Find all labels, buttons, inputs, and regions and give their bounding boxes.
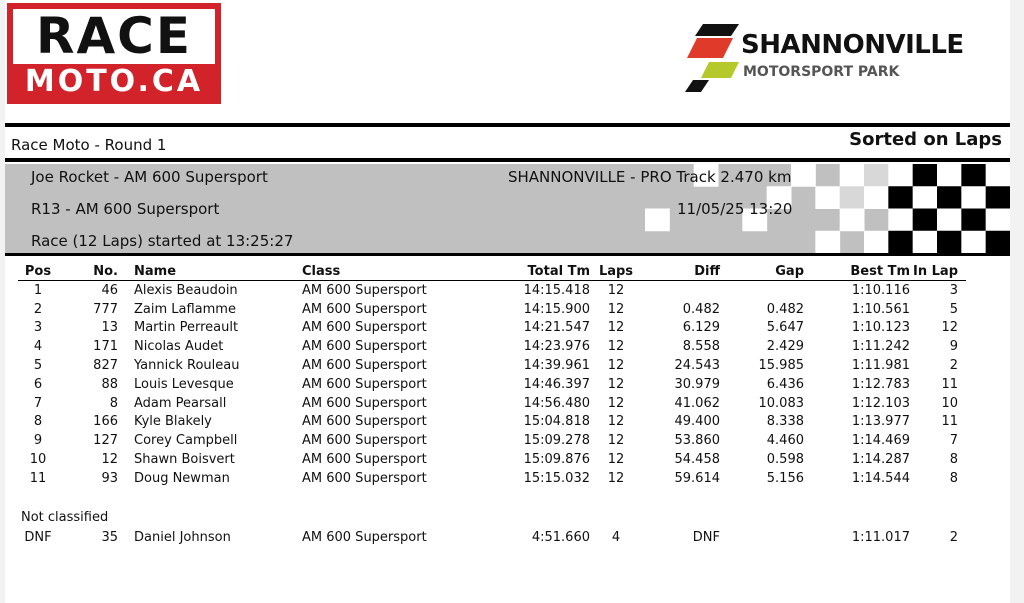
row-gap: 0.598 (766, 452, 804, 468)
row-diff (642, 281, 720, 300)
row-no: 46 (101, 282, 118, 298)
table-row (18, 469, 966, 488)
row-laps: 12 (607, 470, 625, 486)
row-class: AM 600 Supersport (302, 452, 427, 468)
row-no: 8 (109, 395, 118, 411)
table-row (18, 375, 966, 394)
row-pos: 3 (33, 320, 43, 336)
row-no: 777 (93, 301, 118, 317)
row-laps: 12 (607, 358, 625, 374)
table-row (18, 281, 966, 300)
mid-rule (5, 158, 1010, 162)
row-class: AM 600 Supersport (302, 470, 427, 486)
row-best: 1:10.123 (851, 320, 910, 336)
row-total: 15:04.818 (523, 414, 590, 430)
row-gap: 15.985 (758, 358, 804, 374)
row-class: AM 600 Supersport (302, 395, 427, 411)
row-total: 14:56.480 (523, 395, 590, 411)
row-gap (720, 281, 804, 300)
row-no: 35 (101, 529, 118, 545)
flag-square (986, 164, 1010, 187)
row-inlap: 8 (949, 452, 958, 468)
row-gap: 10.083 (758, 395, 804, 411)
flag-square (840, 164, 865, 187)
flag-square (937, 164, 962, 187)
class-name: R13 - AM 600 Supersport (31, 200, 220, 218)
flag-square (840, 209, 865, 232)
table-row (18, 319, 966, 338)
row-laps: 12 (607, 395, 625, 411)
event-title: Race Moto - Round 1 (11, 136, 167, 154)
racemoto-logo[interactable] (7, 3, 221, 104)
flag-square (864, 164, 889, 187)
flag-square (986, 186, 1010, 209)
row-best: 1:14.544 (851, 470, 910, 486)
results-page (5, 0, 1010, 603)
row-no: 12 (101, 452, 118, 468)
table-row (18, 528, 966, 546)
row-gap: 2.429 (766, 339, 804, 355)
sort-label: Sorted on Laps (849, 129, 1002, 150)
row-gap: 8.338 (766, 414, 804, 430)
flag-square (888, 209, 913, 232)
row-class: AM 600 Supersport (302, 358, 427, 374)
col-no[interactable]: No. (58, 262, 134, 281)
flag-square (840, 186, 865, 209)
row-pos: 6 (33, 376, 43, 392)
flag-square (961, 231, 986, 253)
row-diff: 59.614 (674, 470, 720, 486)
row-gap: 0.482 (766, 301, 804, 317)
table-row (18, 394, 966, 413)
row-class: AM 600 Supersport (302, 529, 427, 545)
row-inlap: 12 (941, 320, 958, 336)
row-gap: 5.156 (766, 470, 804, 486)
row-pos: 5 (33, 358, 43, 374)
row-inlap: 2 (949, 529, 958, 545)
not-classified-table (18, 528, 966, 546)
row-inlap: 8 (949, 470, 958, 486)
row-total: 14:15.418 (523, 282, 590, 298)
row-pos: 9 (33, 433, 43, 449)
bottom-rule (5, 253, 1010, 256)
row-total: 15:15.032 (523, 470, 590, 486)
row-inlap: 2 (949, 358, 958, 374)
row-diff: 54.458 (674, 452, 720, 468)
row-name: Adam Pearsall (134, 395, 227, 411)
session-info-band (5, 164, 1010, 253)
row-laps: 12 (607, 320, 625, 336)
flag-square (961, 209, 986, 232)
track-logo-tagline: MOTORSPORT PARK (743, 64, 900, 80)
flag-square (913, 164, 938, 187)
row-class: AM 600 Supersport (302, 320, 427, 336)
row-name: Corey Campbell (134, 433, 238, 449)
row-name: Kyle Blakely (134, 414, 212, 430)
row-no: 127 (93, 433, 118, 449)
row-diff: 24.543 (674, 358, 720, 374)
track-logo-name: SHANNONVILLE (741, 30, 964, 60)
row-name: Yannick Rouleau (134, 358, 240, 374)
col-class[interactable]: Class (302, 262, 470, 281)
row-best: 1:10.561 (851, 301, 910, 317)
row-pos: 1 (33, 282, 43, 298)
row-name: Louis Levesque (134, 376, 234, 392)
col-name[interactable]: Name (134, 262, 302, 281)
row-class: AM 600 Supersport (302, 301, 427, 317)
flag-square (815, 231, 840, 253)
row-diff: 0.482 (682, 301, 720, 317)
col-total[interactable]: Total Tm (470, 262, 590, 281)
row-no: 827 (93, 358, 118, 374)
row-best: 1:11.242 (851, 339, 910, 355)
flag-square (645, 209, 670, 232)
row-pos: 8 (33, 414, 43, 430)
row-diff: 6.129 (682, 320, 720, 336)
row-name: Zaim Laflamme (134, 301, 236, 317)
row-laps: 12 (607, 452, 625, 468)
row-no: 88 (101, 376, 118, 392)
row-class: AM 600 Supersport (302, 376, 427, 392)
flag-square (913, 209, 938, 232)
flag-square (961, 186, 986, 209)
row-name: Martin Perreault (134, 320, 239, 336)
row-total: 14:23.976 (523, 339, 590, 355)
table-row (18, 300, 966, 319)
flag-square (888, 231, 913, 253)
flag-square (961, 164, 986, 187)
results-header-row (18, 262, 966, 281)
row-laps: 12 (607, 414, 625, 430)
flag-square (913, 231, 938, 253)
series-name: Joe Rocket - AM 600 Supersport (31, 168, 268, 186)
flag-square (888, 164, 913, 187)
row-best: 1:12.103 (851, 395, 910, 411)
row-best: 1:10.116 (851, 282, 910, 298)
col-diff[interactable]: Diff (642, 262, 720, 281)
not-classified-label: Not classified (21, 510, 109, 525)
row-laps: 12 (607, 339, 625, 355)
row-laps: 12 (607, 376, 625, 392)
row-total: 14:21.547 (523, 320, 590, 336)
row-diff: DNF (692, 529, 720, 545)
row-inlap: 7 (949, 433, 958, 449)
row-best: 1:11.981 (851, 358, 910, 374)
table-row (18, 337, 966, 356)
session-date: 11/05/25 13:20 (677, 200, 793, 218)
race-start: Race (12 Laps) started at 13:25:27 (31, 232, 294, 250)
row-inlap: 9 (949, 339, 958, 355)
row-class: AM 600 Supersport (302, 433, 427, 449)
row-total: 14:15.900 (523, 301, 590, 317)
row-name: Alexis Beaudoin (134, 282, 238, 298)
row-name: Daniel Johnson (134, 529, 231, 545)
row-inlap: 11 (941, 414, 958, 430)
table-row (18, 431, 966, 450)
race-logo-text: RACE (13, 9, 215, 64)
row-no: 93 (101, 470, 118, 486)
row-no: 13 (101, 320, 118, 336)
row-inlap: 10 (941, 395, 958, 411)
flag-square (888, 186, 913, 209)
flag-square (913, 186, 938, 209)
flag-square (864, 186, 889, 209)
row-pos: DNF (24, 529, 52, 545)
row-class: AM 600 Supersport (302, 339, 427, 355)
row-pos: 2 (33, 301, 43, 317)
row-best: 1:14.469 (851, 433, 910, 449)
row-class: AM 600 Supersport (302, 282, 427, 298)
row-diff: 8.558 (682, 339, 720, 355)
row-laps: 12 (607, 301, 625, 317)
row-no: 171 (93, 339, 118, 355)
col-inlap[interactable]: In Lap (910, 262, 966, 281)
row-best: 1:12.783 (851, 376, 910, 392)
row-total: 4:51.660 (531, 529, 590, 545)
row-total: 15:09.278 (523, 433, 590, 449)
col-pos[interactable]: Pos (18, 262, 58, 281)
flag-square (815, 186, 840, 209)
row-total: 14:39.961 (523, 358, 590, 374)
results-table (18, 262, 966, 488)
row-class: AM 600 Supersport (302, 414, 427, 430)
col-laps[interactable]: Laps (590, 262, 642, 281)
row-diff: 30.979 (674, 376, 720, 392)
row-gap (720, 528, 804, 546)
top-rule (5, 123, 1010, 127)
row-pos: 11 (29, 470, 47, 486)
row-gap: 4.460 (766, 433, 804, 449)
row-pos: 4 (33, 339, 43, 355)
flag-stripes-icon (683, 22, 743, 94)
moto-logo-text: MOTO.CA (24, 64, 204, 99)
track-name: SHANNONVILLE - PRO Track 2.470 km (508, 168, 792, 186)
row-laps: 4 (611, 529, 621, 545)
row-inlap: 11 (941, 376, 958, 392)
flag-square (986, 209, 1010, 232)
row-inlap: 3 (949, 282, 958, 298)
row-no: 166 (93, 414, 118, 430)
table-row (18, 356, 966, 375)
row-diff: 41.062 (674, 395, 720, 411)
row-total: 14:46.397 (523, 376, 590, 392)
flag-square (864, 231, 889, 253)
flag-square (937, 231, 962, 253)
row-gap: 6.436 (766, 376, 804, 392)
row-name: Doug Newman (134, 470, 230, 486)
row-best: 1:14.287 (851, 452, 910, 468)
flag-square (937, 186, 962, 209)
row-laps: 12 (607, 433, 625, 449)
row-laps: 12 (607, 282, 625, 298)
table-row (18, 450, 966, 469)
col-gap[interactable]: Gap (720, 262, 804, 281)
row-diff: 53.860 (674, 433, 720, 449)
row-pos: 7 (33, 395, 43, 411)
table-row (18, 413, 966, 432)
flag-square (937, 209, 962, 232)
col-best[interactable]: Best Tm (804, 262, 910, 281)
row-pos: 10 (29, 452, 47, 468)
row-best: 1:13.977 (851, 414, 910, 430)
row-name: Nicolas Audet (134, 339, 224, 355)
row-best: 1:11.017 (851, 529, 910, 545)
row-inlap: 5 (949, 301, 958, 317)
row-gap: 5.647 (766, 320, 804, 336)
row-name: Shawn Boisvert (134, 452, 235, 468)
shannonville-logo[interactable] (683, 20, 1013, 100)
row-diff: 49.400 (674, 414, 720, 430)
flag-square (791, 164, 816, 187)
row-total: 15:09.876 (523, 452, 590, 468)
flag-square (986, 231, 1010, 253)
